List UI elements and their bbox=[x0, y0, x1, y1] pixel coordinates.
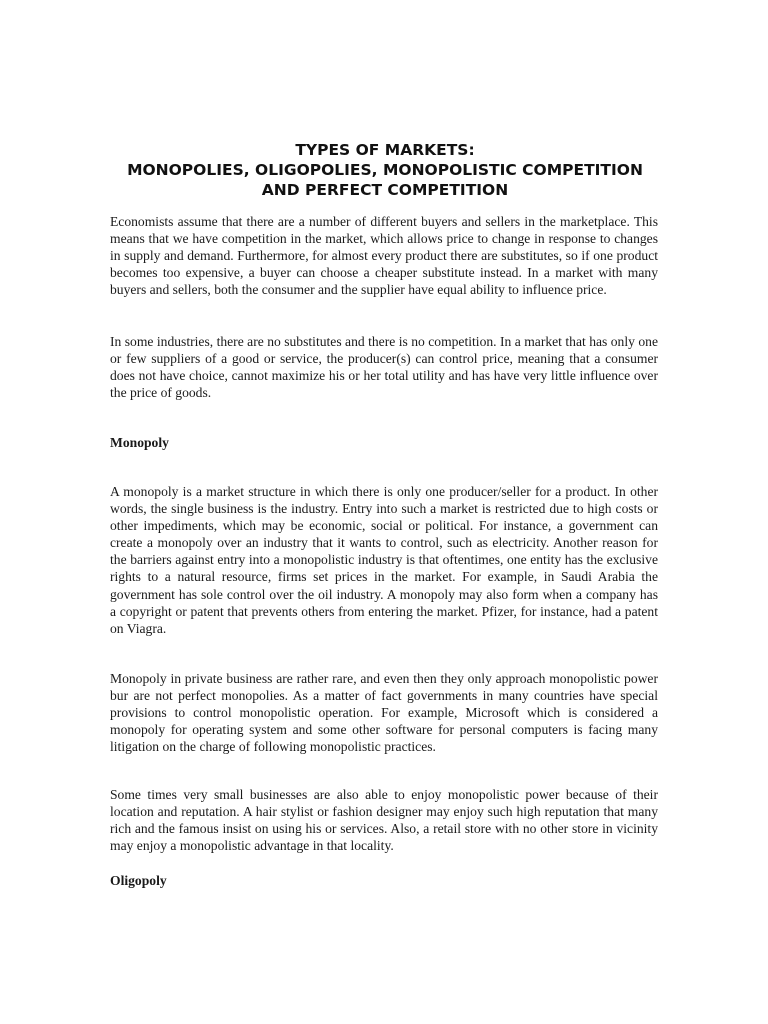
title-line-1: TYPES OF MARKETS: bbox=[295, 141, 475, 159]
title-line-2: MONOPOLIES, OLIGOPOLIES, MONOPOLISTIC COMPETITION bbox=[127, 161, 643, 179]
document-title bbox=[100, 140, 670, 200]
title-line-3: AND PERFECT COMPETITION bbox=[261, 181, 509, 199]
monopoly-private-paragraph: Monopoly in private business are rather rare, and even then they only approach monopolistic power bur are not perfect monopolies. As a matter of fact governments in many countries have special provisions to control monopolistic operation. For example, Microsoft which is considered a monopoly for operating system and some other software for personal computers is facing many litigation on the charge of following monopolistic practices. bbox=[110, 671, 658, 755]
intro-paragraph: Economists assume that there are a number of different buyers and sellers in the marketplace. This means that we have competition in the market, which allows price to change in response to changes in supply and demand. Furthermore, for almost every product there are substitutes, so if one product becomes too expensive, a buyer can choose a cheaper substitute instead. In a market with many buyers and sellers, both the consumer and the supplier have equal ability to influence price. bbox=[110, 214, 658, 298]
oligopoly-heading: Oligopoly bbox=[110, 873, 167, 888]
monopoly-definition-paragraph: A monopoly is a market structure in which there is only one producer/seller for a product. In other words, the single business is the industry. Entry into such a market is restricted due to high costs or other impediments, which may be economic, social or political. For instance, a government can create a monopoly over an industry that it wants to control, such as electricity. Another reason for the barriers against entry into a monopolistic industry is that oftentimes, one entity has the exclusive rights to a natural resource, firms set prices in the market. For example, in Saudi Arabia the government has sole control over the oil industry. A monopoly may also form when a company has a copyright or patent that prevents others from entering the market. Pfizer, for instance, had a patent on Viagra. bbox=[110, 484, 658, 636]
no-competition-paragraph: In some industries, there are no substitutes and there is no competition. In a market that has only one or few suppliers of a good or service, the producer(s) can control price, meaning that a consumer does not have choice, cannot maximize his or her total utility and has have very little influence over the price of goods. bbox=[110, 334, 658, 401]
small-business-paragraph: Some times very small businesses are also able to enjoy monopolistic power because of their location and reputation. A hair stylist or fashion designer may enjoy such high reputation that many rich and the famous insist on using his or services. Also, a retail store with no other store in vicinity may enjoy a monopolistic advantage in that locality. bbox=[110, 787, 658, 854]
monopoly-heading: Monopoly bbox=[110, 435, 169, 450]
